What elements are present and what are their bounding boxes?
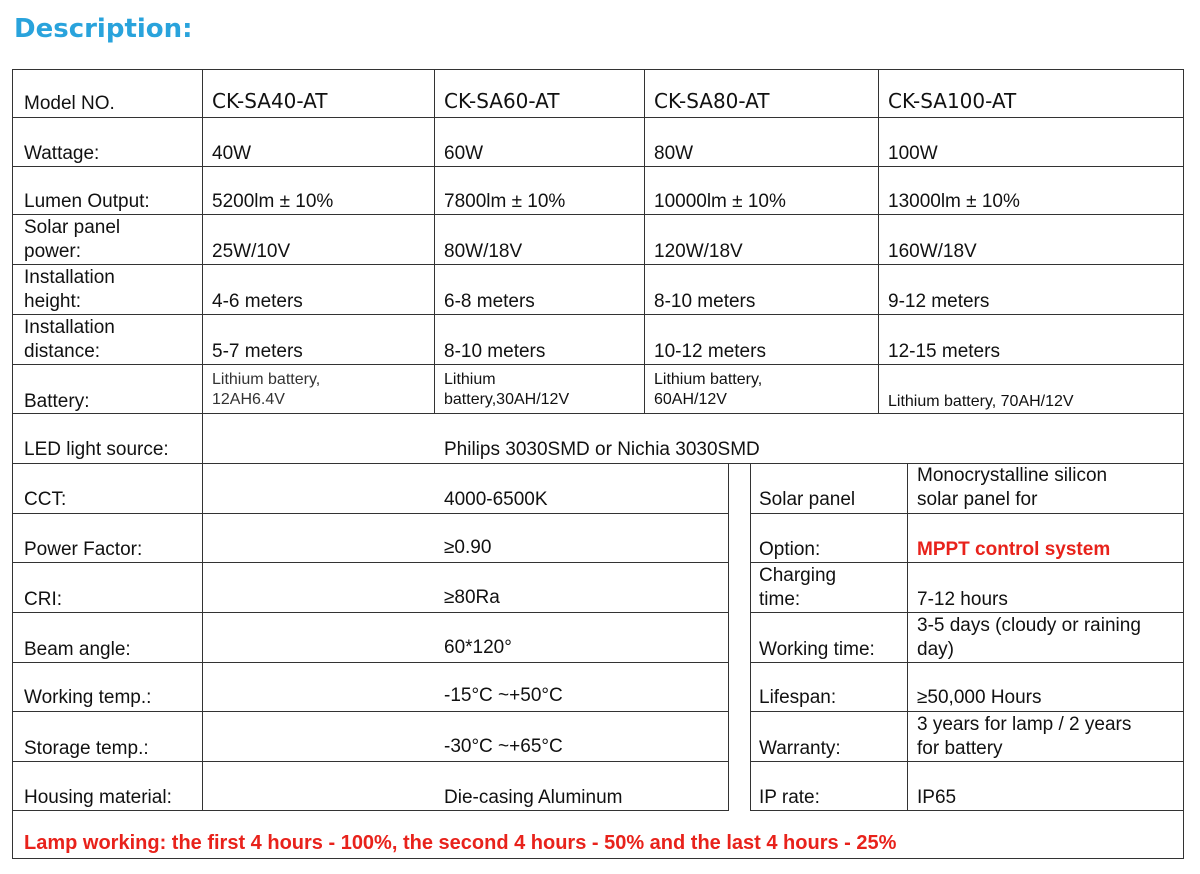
column-divider — [728, 463, 729, 811]
working-temp-value: -15°C ~+50°C — [444, 685, 563, 706]
wattage-value: 40W — [212, 143, 252, 164]
model-ck-sa60: CK-SA60-AT — [444, 89, 560, 113]
lumen-value: 10000lm ± 10% — [654, 191, 786, 212]
row-divider — [750, 612, 1184, 613]
working-time-label: Working time: — [759, 639, 875, 660]
warranty-value: for battery — [917, 738, 1003, 759]
row-divider — [12, 117, 1184, 118]
row-divider — [12, 364, 1184, 365]
storage-temp-label: Storage temp.: — [24, 738, 149, 759]
row-divider — [750, 562, 1184, 563]
option-label: Option: — [759, 539, 821, 560]
row-divider — [750, 761, 1184, 762]
working-time-value: 3-5 days (cloudy or raining — [917, 615, 1141, 636]
model-ck-sa80: CK-SA80-AT — [654, 89, 770, 113]
install-height-value: 4-6 meters — [212, 291, 303, 312]
beam-angle-value: 60*120° — [444, 637, 512, 658]
housing-material-value: Die-casing Aluminum — [444, 787, 623, 808]
model-ck-sa40: CK-SA40-AT — [212, 89, 328, 113]
solar-panel-label: Solar panel — [759, 489, 856, 510]
lifespan-label: Lifespan: — [759, 687, 837, 708]
row-divider — [12, 562, 728, 563]
charging-time-label: time: — [759, 589, 801, 610]
housing-material-label: Housing material: — [24, 787, 172, 808]
column-divider — [878, 69, 879, 414]
working-time-value: day) — [917, 639, 954, 660]
row-divider — [12, 214, 1184, 215]
install-height-label: height: — [24, 291, 82, 312]
page-title: Description: — [14, 14, 193, 44]
row-divider — [12, 662, 728, 663]
cct-value: 4000-6500K — [444, 489, 548, 510]
row-divider — [12, 314, 1184, 315]
battery-value: Lithium battery, — [654, 371, 763, 388]
model-label: Model NO. — [24, 93, 115, 114]
warranty-label: Warranty: — [759, 738, 841, 759]
row-divider — [750, 711, 1184, 712]
working-temp-label: Working temp.: — [24, 687, 152, 708]
row-divider — [12, 761, 728, 762]
row-divider — [12, 264, 1184, 265]
beam-angle-label: Beam angle: — [24, 639, 131, 660]
battery-label: Battery: — [24, 391, 90, 412]
row-divider — [12, 166, 1184, 167]
install-height-value: 9-12 meters — [888, 291, 990, 312]
cri-value: ≥80Ra — [444, 587, 500, 608]
warranty-value: 3 years for lamp / 2 years — [917, 714, 1132, 735]
solar-panel-value: Monocrystalline silicon — [917, 465, 1108, 486]
column-divider — [202, 69, 203, 811]
row-divider — [750, 810, 1184, 811]
lifespan-value: ≥50,000 Hours — [917, 687, 1042, 708]
cct-label: CCT: — [24, 489, 67, 510]
solar-power-value: 80W/18V — [444, 241, 523, 262]
solar-power-label: power: — [24, 241, 82, 262]
install-height-label: Installation — [24, 267, 115, 288]
lumen-value: 13000lm ± 10% — [888, 191, 1020, 212]
solar-panel-value: solar panel for — [917, 489, 1038, 510]
wattage-label: Wattage: — [24, 143, 100, 164]
install-height-value: 6-8 meters — [444, 291, 535, 312]
charging-time-label: Charging — [759, 565, 837, 586]
column-divider — [907, 463, 908, 811]
wattage-value: 100W — [888, 143, 938, 164]
lumen-label: Lumen Output: — [24, 191, 150, 212]
led-source-value: Philips 3030SMD or Nichia 3030SMD — [444, 439, 760, 460]
battery-value: Lithium — [444, 371, 496, 388]
row-divider — [12, 513, 728, 514]
battery-value: 60AH/12V — [654, 391, 727, 408]
install-distance-value: 12-15 meters — [888, 341, 1000, 362]
solar-power-value: 120W/18V — [654, 241, 743, 262]
row-divider — [12, 612, 728, 613]
column-divider — [750, 463, 751, 811]
option-value-mppt: MPPT control system — [917, 539, 1111, 560]
row-divider — [12, 810, 728, 811]
row-divider — [12, 711, 728, 712]
ip-rate-value: IP65 — [917, 787, 957, 808]
battery-value: Lithium battery, — [212, 371, 321, 388]
row-divider — [12, 413, 1184, 414]
charging-time-value: 7-12 hours — [917, 589, 1008, 610]
lumen-value: 7800lm ± 10% — [444, 191, 566, 212]
install-distance-label: distance: — [24, 341, 101, 362]
install-distance-value: 8-10 meters — [444, 341, 546, 362]
column-divider — [644, 69, 645, 414]
battery-value: battery,30AH/12V — [444, 391, 570, 408]
battery-value: 12AH6.4V — [212, 391, 285, 408]
led-source-label: LED light source: — [24, 439, 169, 460]
solar-power-label: Solar panel — [24, 217, 121, 238]
battery-value: Lithium battery, 70AH/12V — [888, 393, 1074, 410]
model-ck-sa100: CK-SA100-AT — [888, 89, 1017, 113]
power-factor-value: ≥0.90 — [444, 537, 492, 558]
solar-power-value: 160W/18V — [888, 241, 977, 262]
row-divider — [750, 662, 1184, 663]
wattage-value: 80W — [654, 143, 694, 164]
cri-label: CRI: — [24, 589, 62, 610]
install-distance-label: Installation — [24, 317, 115, 338]
solar-power-value: 25W/10V — [212, 241, 291, 262]
install-height-value: 8-10 meters — [654, 291, 756, 312]
lamp-working-note: Lamp working: the first 4 hours - 100%, the second 4 hours - 50% and the last 4 hours - 25% — [24, 832, 897, 854]
power-factor-label: Power Factor: — [24, 539, 143, 560]
lumen-value: 5200lm ± 10% — [212, 191, 334, 212]
install-distance-value: 10-12 meters — [654, 341, 766, 362]
row-divider — [750, 513, 1184, 514]
install-distance-value: 5-7 meters — [212, 341, 303, 362]
wattage-value: 60W — [444, 143, 484, 164]
ip-rate-label: IP rate: — [759, 787, 820, 808]
storage-temp-value: -30°C ~+65°C — [444, 736, 563, 757]
column-divider — [434, 69, 435, 414]
